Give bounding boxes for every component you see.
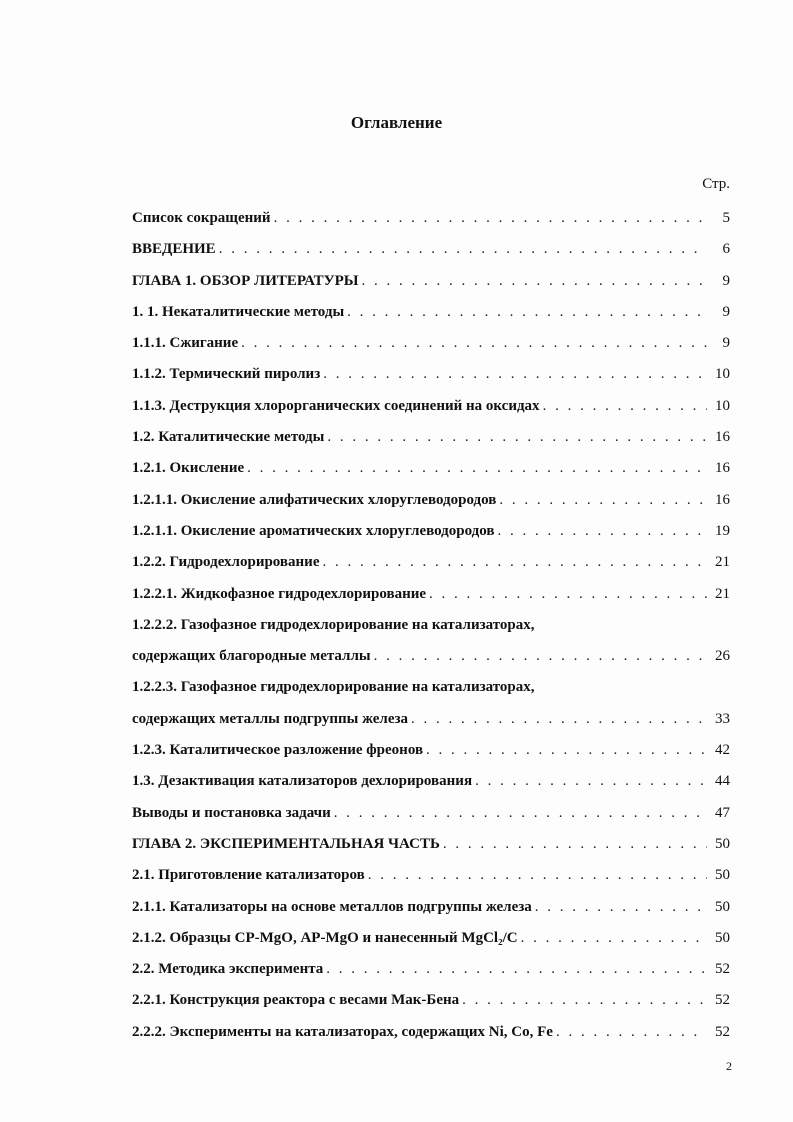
- toc-entry[interactable]: [132, 516, 730, 547]
- toc-entry-page: 9: [722, 272, 730, 289]
- toc-entry[interactable]: [132, 985, 730, 1016]
- toc-entry[interactable]: [132, 266, 730, 297]
- toc-entry-label: 1.2.1.1. Окисление алифатических хлоруглеводородов: [132, 491, 497, 508]
- dot-leader: [247, 453, 707, 484]
- toc-entry-page: 16: [715, 429, 730, 446]
- toc-entry-page: 52: [715, 992, 730, 1009]
- toc-entry-label: ВВЕДЕНИЕ: [132, 241, 216, 258]
- toc-entry-label: 1.1.3. Деструкция хлорорганических соединений на оксидах: [132, 397, 540, 414]
- toc-entry[interactable]: [132, 860, 730, 891]
- toc-entry-label: 1.2.1. Окисление: [132, 460, 245, 477]
- toc-entry-label: 1.2.3. Каталитическое разложение фреонов: [132, 742, 424, 759]
- toc-entry-page: 50: [715, 929, 730, 946]
- dot-leader: [323, 359, 707, 390]
- dot-leader: [543, 391, 707, 422]
- toc-entry[interactable]: [132, 391, 730, 422]
- toc-entry[interactable]: [132, 328, 730, 359]
- dot-leader: [556, 1017, 707, 1048]
- toc-entry-page: 5: [722, 210, 730, 226]
- toc-entry[interactable]: [132, 359, 730, 390]
- toc-entry[interactable]: [132, 892, 730, 923]
- dot-leader: [326, 954, 707, 985]
- toc-entry[interactable]: [132, 672, 730, 703]
- toc-entry-label: ГЛАВА 2. ЭКСПЕРИМЕНТАЛЬНАЯ ЧАСТЬ: [132, 835, 440, 852]
- dot-leader: [443, 829, 707, 860]
- toc-entry-page: 9: [722, 303, 730, 320]
- dot-leader: [535, 892, 707, 923]
- page-column-label: Стр.: [702, 176, 730, 192]
- toc-entry-page: 47: [715, 804, 730, 821]
- toc-entry-label: 2.2.2. Эксперименты на катализаторах, содержащих Ni, Co, Fe: [132, 1023, 553, 1040]
- toc-entry-label: 1. 1. Некаталитические методы: [132, 303, 345, 320]
- toc-entry-label: 2.2. Методика эксперимента: [132, 961, 324, 978]
- toc-entry-page: 50: [715, 835, 730, 852]
- dot-leader: [334, 798, 707, 829]
- toc-entry-label: Выводы и постановка задачи: [132, 804, 331, 821]
- toc-entry-page: 21: [715, 554, 730, 571]
- toc-entry[interactable]: [132, 735, 730, 766]
- toc-entry[interactable]: [132, 453, 730, 484]
- dot-leader: [426, 735, 707, 766]
- toc-entry-label: 1.2.2. Гидродехлорирование: [132, 554, 320, 571]
- toc-entry-label: 2.1.1. Катализаторы на основе металлов подгруппы железа: [132, 898, 532, 915]
- toc-entry-label: Список сокращений: [132, 210, 271, 226]
- toc-entry[interactable]: [132, 829, 730, 860]
- toc-entry-page: 6: [722, 241, 730, 258]
- toc-entry[interactable]: [132, 923, 730, 954]
- toc-entry-page: 21: [715, 585, 730, 602]
- toc-entry-label: 2.1. Приготовление катализаторов: [132, 867, 365, 884]
- toc-entry-label: 1.2.2.2. Газофазное гидродехлорирование на катализаторах,: [132, 616, 535, 633]
- dot-leader: [411, 704, 707, 735]
- toc-entry-page: 26: [715, 648, 730, 665]
- dot-leader: [347, 297, 707, 328]
- toc-entry-page: 33: [715, 710, 730, 727]
- toc-entry-page: 50: [715, 867, 730, 884]
- dot-leader: [521, 923, 707, 954]
- toc-entry[interactable]: [132, 203, 730, 234]
- page-number: 2: [726, 1059, 732, 1073]
- dot-leader: [462, 985, 707, 1016]
- toc-entry[interactable]: [132, 610, 730, 641]
- toc-entry[interactable]: [132, 547, 730, 578]
- toc-entry-page: 19: [715, 522, 730, 539]
- toc-entry-page: 10: [715, 397, 730, 414]
- toc-entry-page: 50: [715, 898, 730, 915]
- toc-entry-label: содержащих благородные металлы: [132, 648, 371, 665]
- toc-entry-page: 16: [715, 491, 730, 508]
- dot-leader: [374, 641, 707, 672]
- toc-entry-label: 1.2. Каталитические методы: [132, 429, 325, 446]
- toc-entry-label: 1.2.1.1. Окисление ароматических хлоруглеводородов: [132, 522, 495, 539]
- dot-leader: [497, 516, 707, 547]
- toc-entry[interactable]: [132, 766, 730, 797]
- toc-entry-page: 16: [715, 460, 730, 477]
- toc-entry[interactable]: [132, 485, 730, 516]
- toc-entry[interactable]: [132, 641, 730, 672]
- page-title: Оглавление: [350, 113, 443, 132]
- toc-entry-label: 1.2.2.3. Газофазное гидродехлорирование на катализаторах,: [132, 679, 535, 696]
- toc-entry-page: 44: [715, 773, 730, 790]
- dot-leader: [327, 422, 707, 453]
- toc-entry[interactable]: [132, 704, 730, 735]
- toc-entry-label: 1.1.1. Сжигание: [132, 335, 239, 352]
- toc-entry-label: 1.2.2.1. Жидкофазное гидродехлорирование: [132, 585, 427, 602]
- toc-entry-label: содержащих металлы подгруппы железа: [132, 710, 409, 727]
- toc-entry-label: 2.2.1. Конструкция реактора с весами Мак-Бена: [132, 992, 460, 1009]
- toc-entry[interactable]: [132, 234, 730, 265]
- toc-entry[interactable]: [132, 954, 730, 985]
- toc-entry[interactable]: [132, 422, 730, 453]
- toc-entry[interactable]: [132, 579, 730, 610]
- toc-entry[interactable]: [132, 1017, 730, 1048]
- dot-leader: [368, 860, 707, 891]
- toc-entry-label: ГЛАВА 1. ОБЗОР ЛИТЕРАТУРЫ: [132, 272, 359, 289]
- dot-leader: [274, 203, 707, 234]
- toc-entry-page: 52: [715, 1023, 730, 1040]
- dot-leader: [429, 579, 707, 610]
- toc-entry-page: 9: [722, 335, 730, 352]
- toc-entry[interactable]: [132, 297, 730, 328]
- dot-leader: [475, 766, 707, 797]
- toc-entry-label: 1.1.2. Термический пиролиз: [132, 366, 321, 383]
- toc-entry-label: 2.1.2. Образцы СР-MgO, АР-MgO и нанесенный MgCl₂/C: [132, 929, 518, 946]
- dot-leader: [499, 485, 707, 516]
- toc-entry-page: 10: [715, 366, 730, 383]
- dot-leader: [322, 547, 707, 578]
- dot-leader: [362, 266, 707, 297]
- toc-entry-page: 52: [715, 961, 730, 978]
- toc-entry-page: 42: [715, 742, 730, 759]
- dot-leader: [219, 234, 707, 265]
- toc-entry[interactable]: [132, 798, 730, 829]
- toc-entry-label: 1.3. Дезактивация катализаторов дехлорирования: [132, 773, 473, 790]
- table-of-contents: [132, 203, 730, 1048]
- dot-leader: [241, 328, 707, 359]
